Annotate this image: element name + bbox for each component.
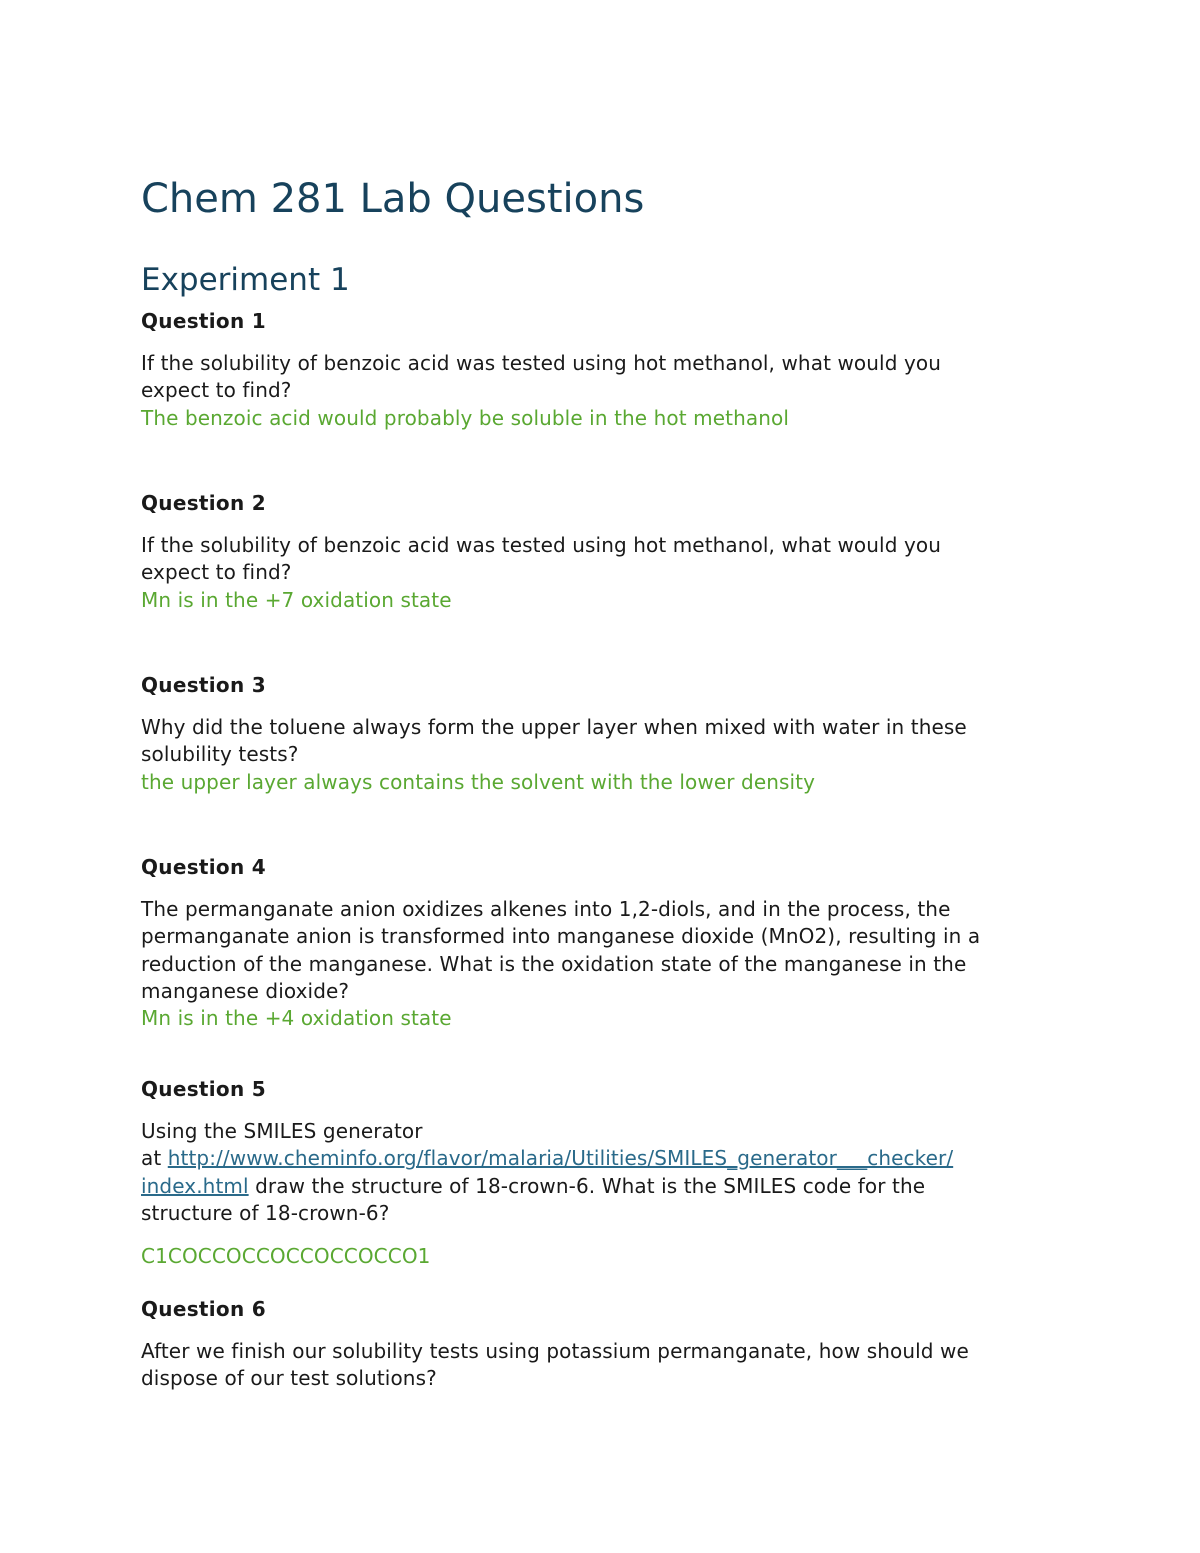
section-heading: Experiment 1 — [141, 262, 350, 298]
question-text — [141, 1118, 1051, 1227]
question-text-line: manganese dioxide? — [141, 978, 350, 1003]
question-text-line: reduction of the manganese. What is the oxidation state of the manganese in the — [141, 951, 967, 976]
answer-text: the upper layer always contains the solvent with the lower density — [141, 769, 816, 794]
question-heading: Question 2 — [141, 491, 266, 515]
question-heading: Question 1 — [141, 309, 266, 333]
question-text-line: Using the SMILES generator — [141, 1119, 423, 1143]
question-text — [141, 714, 1051, 769]
question-text-line: structure of 18-crown-6? — [141, 1200, 390, 1225]
question-text-line: If the solubility of benzoic acid was tested using hot methanol, what would you — [141, 351, 941, 375]
question-text — [141, 1338, 1051, 1393]
answer-text: Mn is in the +4 oxidation state — [141, 1006, 452, 1031]
question-heading: Question 5 — [141, 1077, 266, 1101]
question-heading: Question 6 — [141, 1297, 266, 1321]
question-text-line: permanganate anion is transformed into manganese dioxide (MnO2), resulting in a — [141, 924, 981, 949]
question-text — [141, 896, 1051, 1005]
question-text-prefix: at — [141, 1146, 168, 1171]
question-text-line: The permanganate anion oxidizes alkenes into 1,2-diols, and in the process, the — [141, 897, 951, 921]
question-text-line: expect to find? — [141, 378, 292, 403]
question-text-line: If the solubility of benzoic acid was tested using hot methanol, what would you — [141, 533, 941, 557]
smiles-generator-link-continued[interactable]: index.html — [141, 1173, 249, 1198]
question-block — [141, 854, 1051, 1032]
question-block — [141, 1296, 1051, 1393]
question-text — [141, 350, 1051, 405]
question-text-line: After we finish our solubility tests using potassium permanganate, how should we — [141, 1339, 969, 1363]
question-block — [141, 1076, 1051, 1270]
answer-text: Mn is in the +7 oxidation state — [141, 587, 452, 612]
answer-text: The benzoic acid would probably be soluble in the hot methanol — [141, 405, 789, 430]
document-title: Chem 281 Lab Questions — [141, 176, 645, 222]
question-text-line — [141, 1145, 1051, 1172]
question-block — [141, 490, 1051, 614]
question-text-suffix: draw the structure of 18-crown-6. What is the SMILES code for the — [248, 1173, 926, 1198]
answer-text: C1COCCOCCOCCOCCOCCO1 — [141, 1244, 431, 1269]
question-text-line: Why did the toluene always form the upper layer when mixed with water in these — [141, 715, 967, 739]
question-text-line: solubility tests? — [141, 742, 299, 767]
smiles-generator-link[interactable]: http://www.cheminfo.org/flavor/malaria/Utilities/SMILES_generator___checker/ — [167, 1146, 954, 1171]
question-text — [141, 532, 1051, 587]
question-text-line: expect to find? — [141, 560, 292, 585]
question-block — [141, 672, 1051, 796]
question-text-line: dispose of our test solutions? — [141, 1366, 437, 1391]
question-text-line — [141, 1173, 1051, 1200]
question-block — [141, 308, 1051, 432]
question-heading: Question 3 — [141, 673, 266, 697]
question-heading: Question 4 — [141, 855, 266, 879]
